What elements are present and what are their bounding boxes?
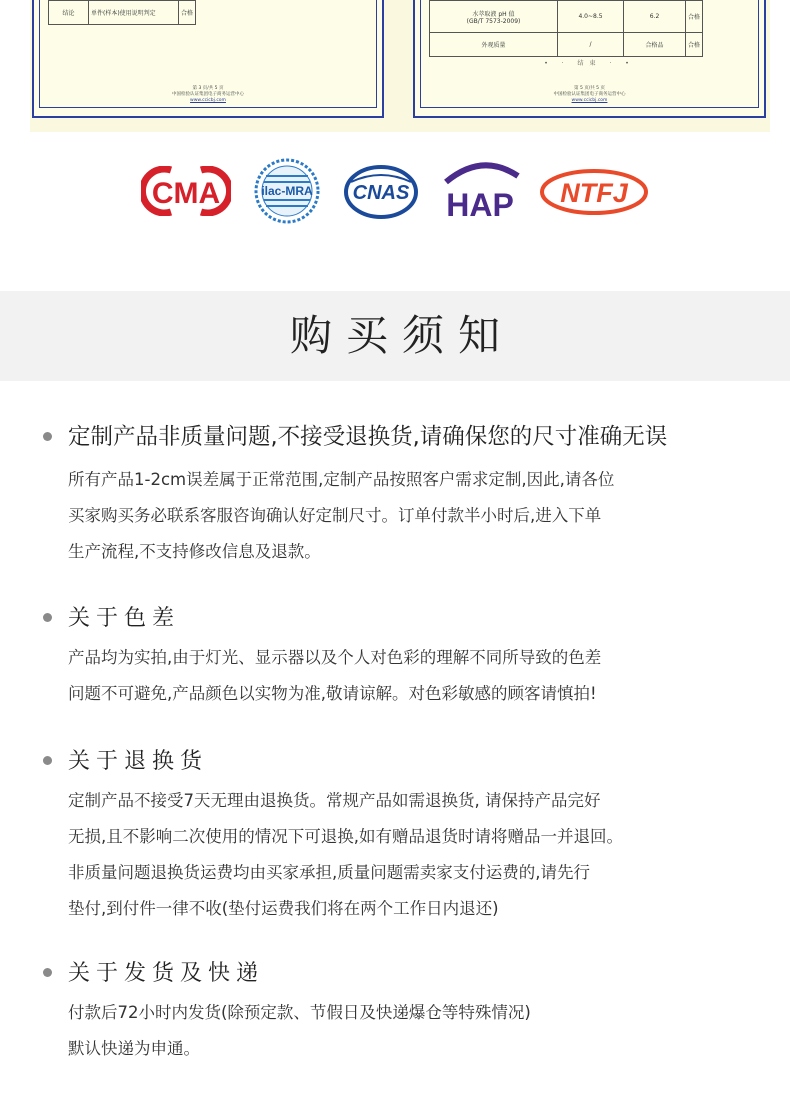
ntfj-logo: [538, 168, 650, 216]
cma-text: CMA: [151, 177, 221, 210]
body-line: 无损,且不影响二次使用的情况下可退换,如有赠品退货时请将赠品一并退回。: [68, 827, 623, 846]
body-line: 问题不可避免,产品颜色以实物为准,敬请谅解。对色彩敏感的顾客请慎拍!: [68, 684, 597, 703]
test-verdict: 合格: [686, 1, 703, 33]
notice-header: [0, 291, 790, 381]
test-requirement: 4.0~8.5: [558, 1, 624, 33]
item-title: 关于退换货: [68, 749, 209, 774]
table-row: [430, 1, 703, 33]
test-result: 合格品: [624, 33, 686, 57]
body-line: 付款后72小时内发货(除预定款、节假日及快递爆仓等特殊情况): [68, 1003, 531, 1022]
ilac-text: ilac-MRA: [261, 184, 313, 198]
report-footer: [34, 86, 382, 104]
bullet-icon: [43, 756, 52, 765]
test-item: 外观质量: [430, 33, 558, 57]
item-body: [68, 462, 614, 570]
test-requirement: /: [558, 33, 624, 57]
body-line: 定制产品不接受7天无理由退换货。常规产品如需退换货, 请保持产品完好: [68, 791, 601, 810]
bullet-icon: [43, 613, 52, 622]
hap-logo: [440, 158, 522, 224]
cma-logo: [141, 166, 231, 216]
org-url: www.ccicbj.com: [190, 98, 226, 103]
org-url: www.ccicbj.com: [571, 98, 608, 103]
org-name: 中国检验认证集团电子商务运营中心: [553, 92, 626, 97]
page-title: 购买须知: [289, 311, 514, 360]
test-report-page-3: [32, 0, 384, 118]
test-report-page-5: [413, 0, 766, 118]
certification-logos: [0, 158, 790, 228]
item-body: [68, 783, 623, 927]
body-line: 所有产品1-2cm误差属于正常范围,定制产品按照客户需求定制,因此,请各位: [68, 470, 615, 489]
end-text: 结束: [577, 60, 602, 67]
row-label: 结论: [49, 1, 89, 25]
test-item-name: 水萃取液 pH 值: [472, 10, 515, 18]
report-table: [429, 0, 703, 57]
ntfj-text: NTFJ: [560, 178, 628, 208]
ilac-mra-logo: [252, 158, 322, 224]
item-title: 定制产品非质量问题,不接受退换货,请确保您的尺寸准确无误: [68, 424, 668, 450]
row-item: 单件(样本)使用说明判定: [89, 1, 179, 25]
item-body: [68, 640, 601, 712]
row-result: 合格: [179, 1, 196, 25]
cnas-logo: [343, 164, 419, 220]
test-verdict: 合格: [686, 33, 703, 57]
body-line: 买家购买务必联系客服咨询确认好定制尺寸。订单付款半小时后,进入下单: [68, 506, 602, 525]
page-number: 第 5 页/共 5 页: [574, 86, 605, 91]
org-name: 中国检验认证集团电子商务运营中心: [172, 92, 244, 97]
test-standard: (GB/T 7573-2009): [466, 17, 521, 25]
bullet-icon: [43, 432, 52, 441]
item-title: 关于发货及快递: [68, 961, 265, 986]
table-row: [49, 1, 196, 25]
bullet-icon: [43, 968, 52, 977]
body-line: 默认快递为申通。: [68, 1039, 200, 1058]
report-table: [48, 0, 196, 25]
test-result: 6.2: [624, 1, 686, 33]
test-item: [430, 1, 558, 33]
item-body: [68, 995, 531, 1067]
page-number: 第 3 页/共 5 页: [192, 86, 224, 91]
body-line: 非质量问题退换货运费均由买家承担,质量问题需卖家支付运费的,请先行: [68, 863, 590, 882]
cnas-text: CNAS: [352, 182, 410, 204]
table-row: [430, 33, 703, 57]
body-line: 生产流程,不支持修改信息及退款。: [68, 542, 321, 561]
hap-text: HAP: [446, 187, 514, 223]
body-line: 产品均为实拍,由于灯光、显示器以及个人对色彩的理解不同所导致的色差: [68, 648, 602, 667]
report-footer: [415, 86, 764, 104]
body-line: 垫付,到付件一律不收(垫付运费我们将在两个工作日内退还): [68, 899, 499, 918]
item-title: 关于色差: [68, 606, 181, 631]
report-end-marker: • · 结束 · •: [544, 60, 635, 67]
